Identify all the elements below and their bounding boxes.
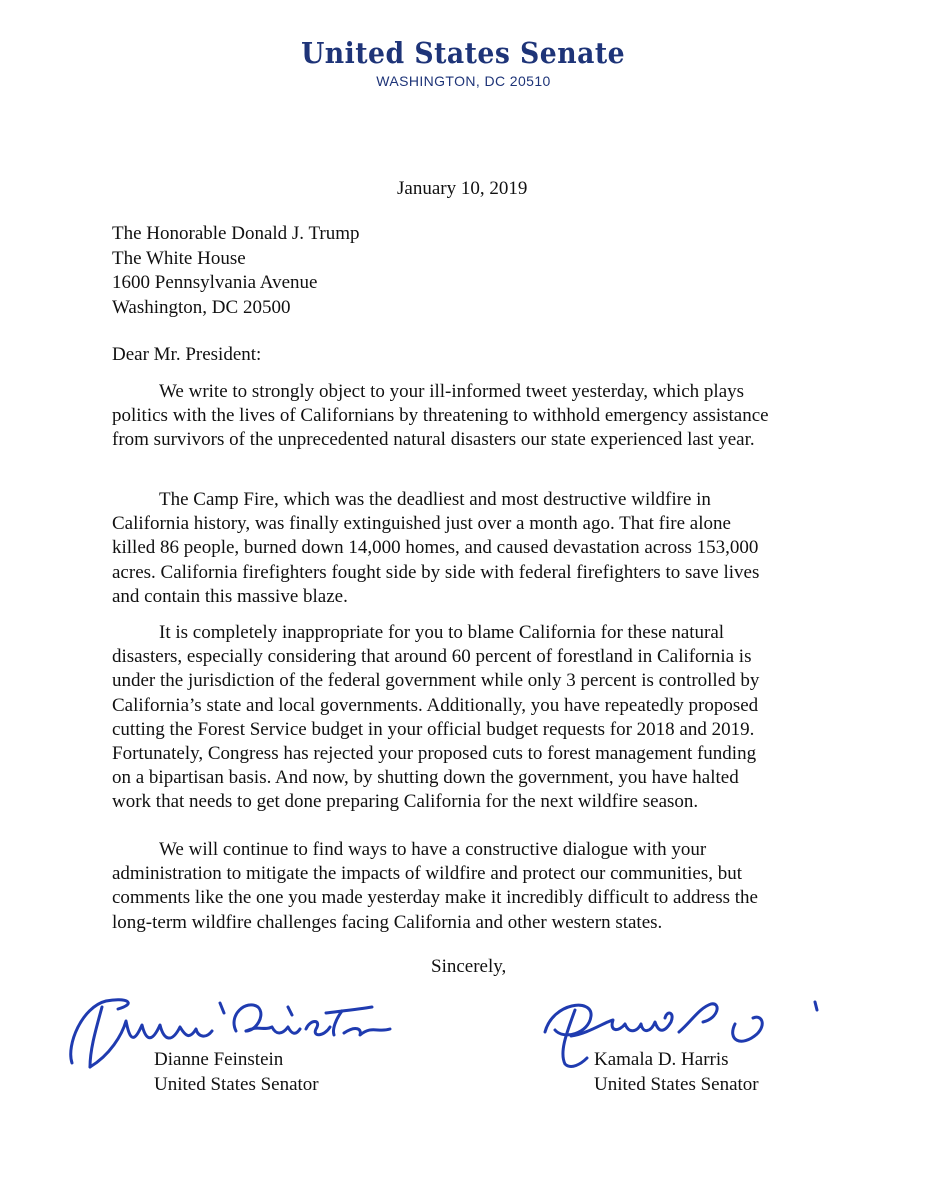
paragraph-line: work that needs to get done preparing California for the next wildfire season. [112,791,699,813]
recipient-line: The Honorable Donald J. Trump [112,223,360,244]
paragraph-line: administration to mitigate the impacts of wildfire and protect our communities, but [112,863,743,885]
signer-name: Dianne Feinstein [154,1049,284,1070]
letter-date: January 10, 2019 [397,178,528,199]
paragraph-line: on a bipartisan basis. And now, by shutting down the government, you have halted [112,767,739,789]
signer-block-feinstein [154,1048,319,1097]
body-paragraph-3 [112,621,812,815]
paragraph-line: cutting the Forest Service budget in your official budget requests for 2018 and 2019. [112,718,755,740]
recipient-line: 1600 Pennsylvania Avenue [112,272,318,293]
letterhead-title: United States Senate [301,36,626,70]
paragraph-line: comments like the one you made yesterday make it incredibly difficult to address the [112,887,758,909]
signer-name: Kamala D. Harris [594,1049,729,1070]
signer-title: United States Senator [594,1073,759,1095]
paragraph-line: killed 86 people, burned down 14,000 homes, and caused devastation across 153,000 [112,537,759,559]
letterhead [0,34,927,90]
body-paragraph-1 [112,380,812,453]
closing: Sincerely, [431,956,507,977]
signer-title: United States Senator [154,1073,319,1095]
paragraph-line: under the jurisdiction of the federal government while only 3 percent is controlled by [112,670,760,692]
paragraph-line: politics with the lives of Californians by threatening to withhold emergency assistance [112,405,769,427]
paragraph-line: It is completely inappropriate for you to blame California for these natural [159,622,725,643]
paragraph-line: The Camp Fire, which was the deadliest and most destructive wildfire in [159,489,711,510]
paragraph-line: California history, was finally extinguished just over a month ago. That fire alone [112,513,731,535]
paragraph-line: We will continue to find ways to have a constructive dialogue with your [159,839,707,860]
paragraph-line: disasters, especially considering that around 60 percent of forestland in California is [112,646,752,668]
paragraph-line: California’s state and local governments. Additionally, you have repeatedly proposed [112,694,759,716]
body-paragraph-4 [112,838,812,935]
salutation: Dear Mr. President: [112,344,262,365]
paragraph-line: and contain this massive blaze. [112,585,348,607]
paragraph-line: Fortunately, Congress has rejected your proposed cuts to forest management funding [112,743,757,765]
paragraph-line: acres. California firefighters fought side by side with federal firefighters to save lives [112,561,760,583]
recipient-address [112,222,360,320]
body-paragraph-2 [112,488,812,609]
recipient-line: Washington, DC 20500 [112,296,291,318]
paragraph-line: long-term wildfire challenges facing California and other western states. [112,911,663,933]
recipient-line: The White House [112,247,246,269]
paragraph-line: We write to strongly object to your ill-informed tweet yesterday, which plays [159,381,745,402]
letterhead-address: WASHINGTON, DC 20510 [376,73,551,89]
paragraph-line: from survivors of the unprecedented natural disasters our state experienced last year. [112,429,755,451]
signer-block-harris [594,1048,759,1097]
